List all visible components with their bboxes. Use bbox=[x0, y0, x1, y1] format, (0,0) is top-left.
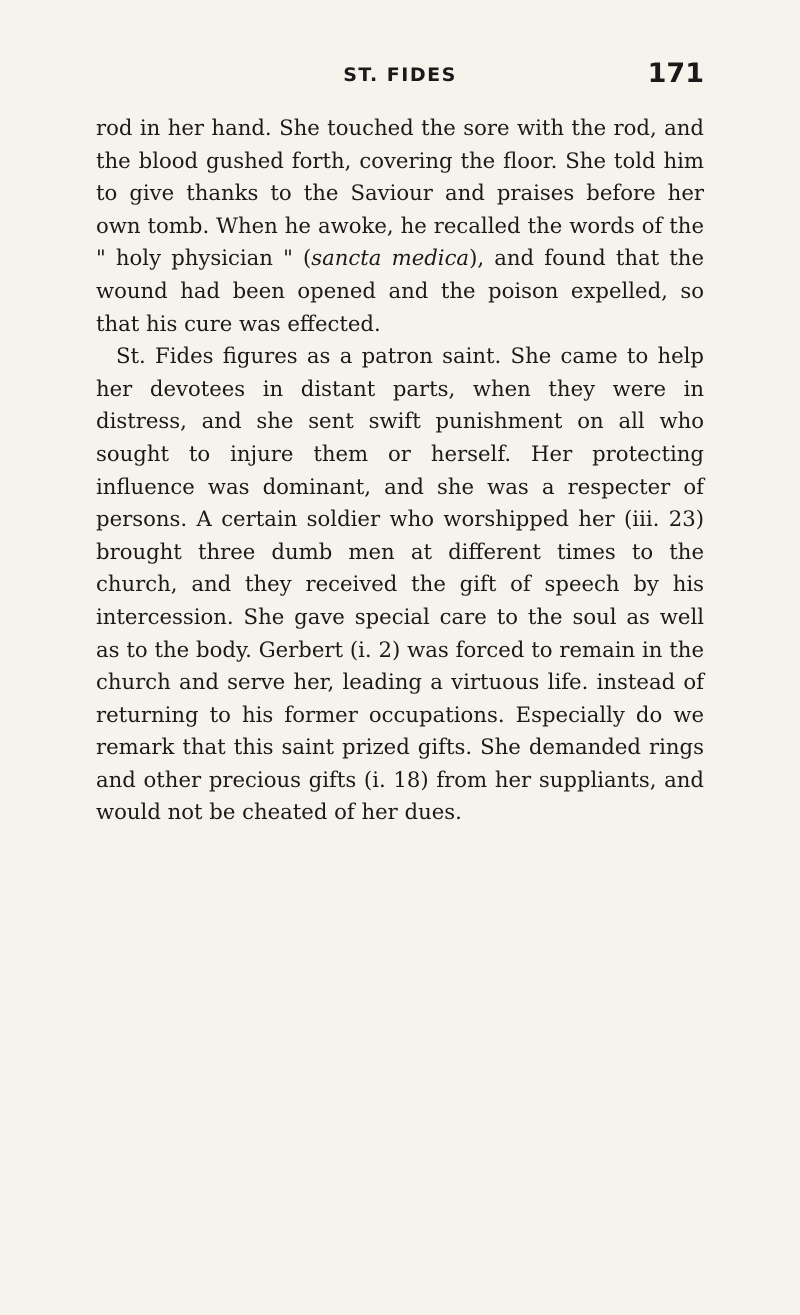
page-number: 171 bbox=[647, 58, 704, 89]
paragraph-2: St. Fides figures as a patron saint. She came to help her devotees in distant parts, when they were in distress, and she sent swift punishment on all who sought to injure them or herself. Her protecting influence was dominant, and she was a respecter of persons. A certain soldier who worshipped her (iii. 23) brought three dumb men at different times to the church, and they received the gift of speech by his intercession. She gave special care to the soul as well as to the body. Gerbert (i. 2) was forced to remain in the church and serve her, leading a virtuous life. instead of returning to his former occupations. Especially do we remark that this saint prized gifts. She demanded rings and other precious gifts (i. 18) from her suppliants, and would not be cheated of her dues. bbox=[96, 343, 704, 825]
paragraph-1 bbox=[96, 112, 704, 340]
running-head bbox=[96, 58, 704, 98]
paragraph-1-latin-term: sancta medica bbox=[311, 245, 470, 271]
body-text bbox=[96, 112, 704, 829]
paragraph-1-text-end: ), and found that the wound had been opened and the poison expelled, so that his cure was effected. bbox=[96, 245, 704, 336]
running-title: ST. FIDES bbox=[343, 64, 457, 86]
paragraph-1-text-start: rod in her hand. She touched the sore with the rod, and the blood gushed forth, covering the floor. She told him to give thanks to the Saviour and praises before her own tomb. When he awoke, he recalled the words of the " holy physician " ( bbox=[96, 115, 704, 271]
